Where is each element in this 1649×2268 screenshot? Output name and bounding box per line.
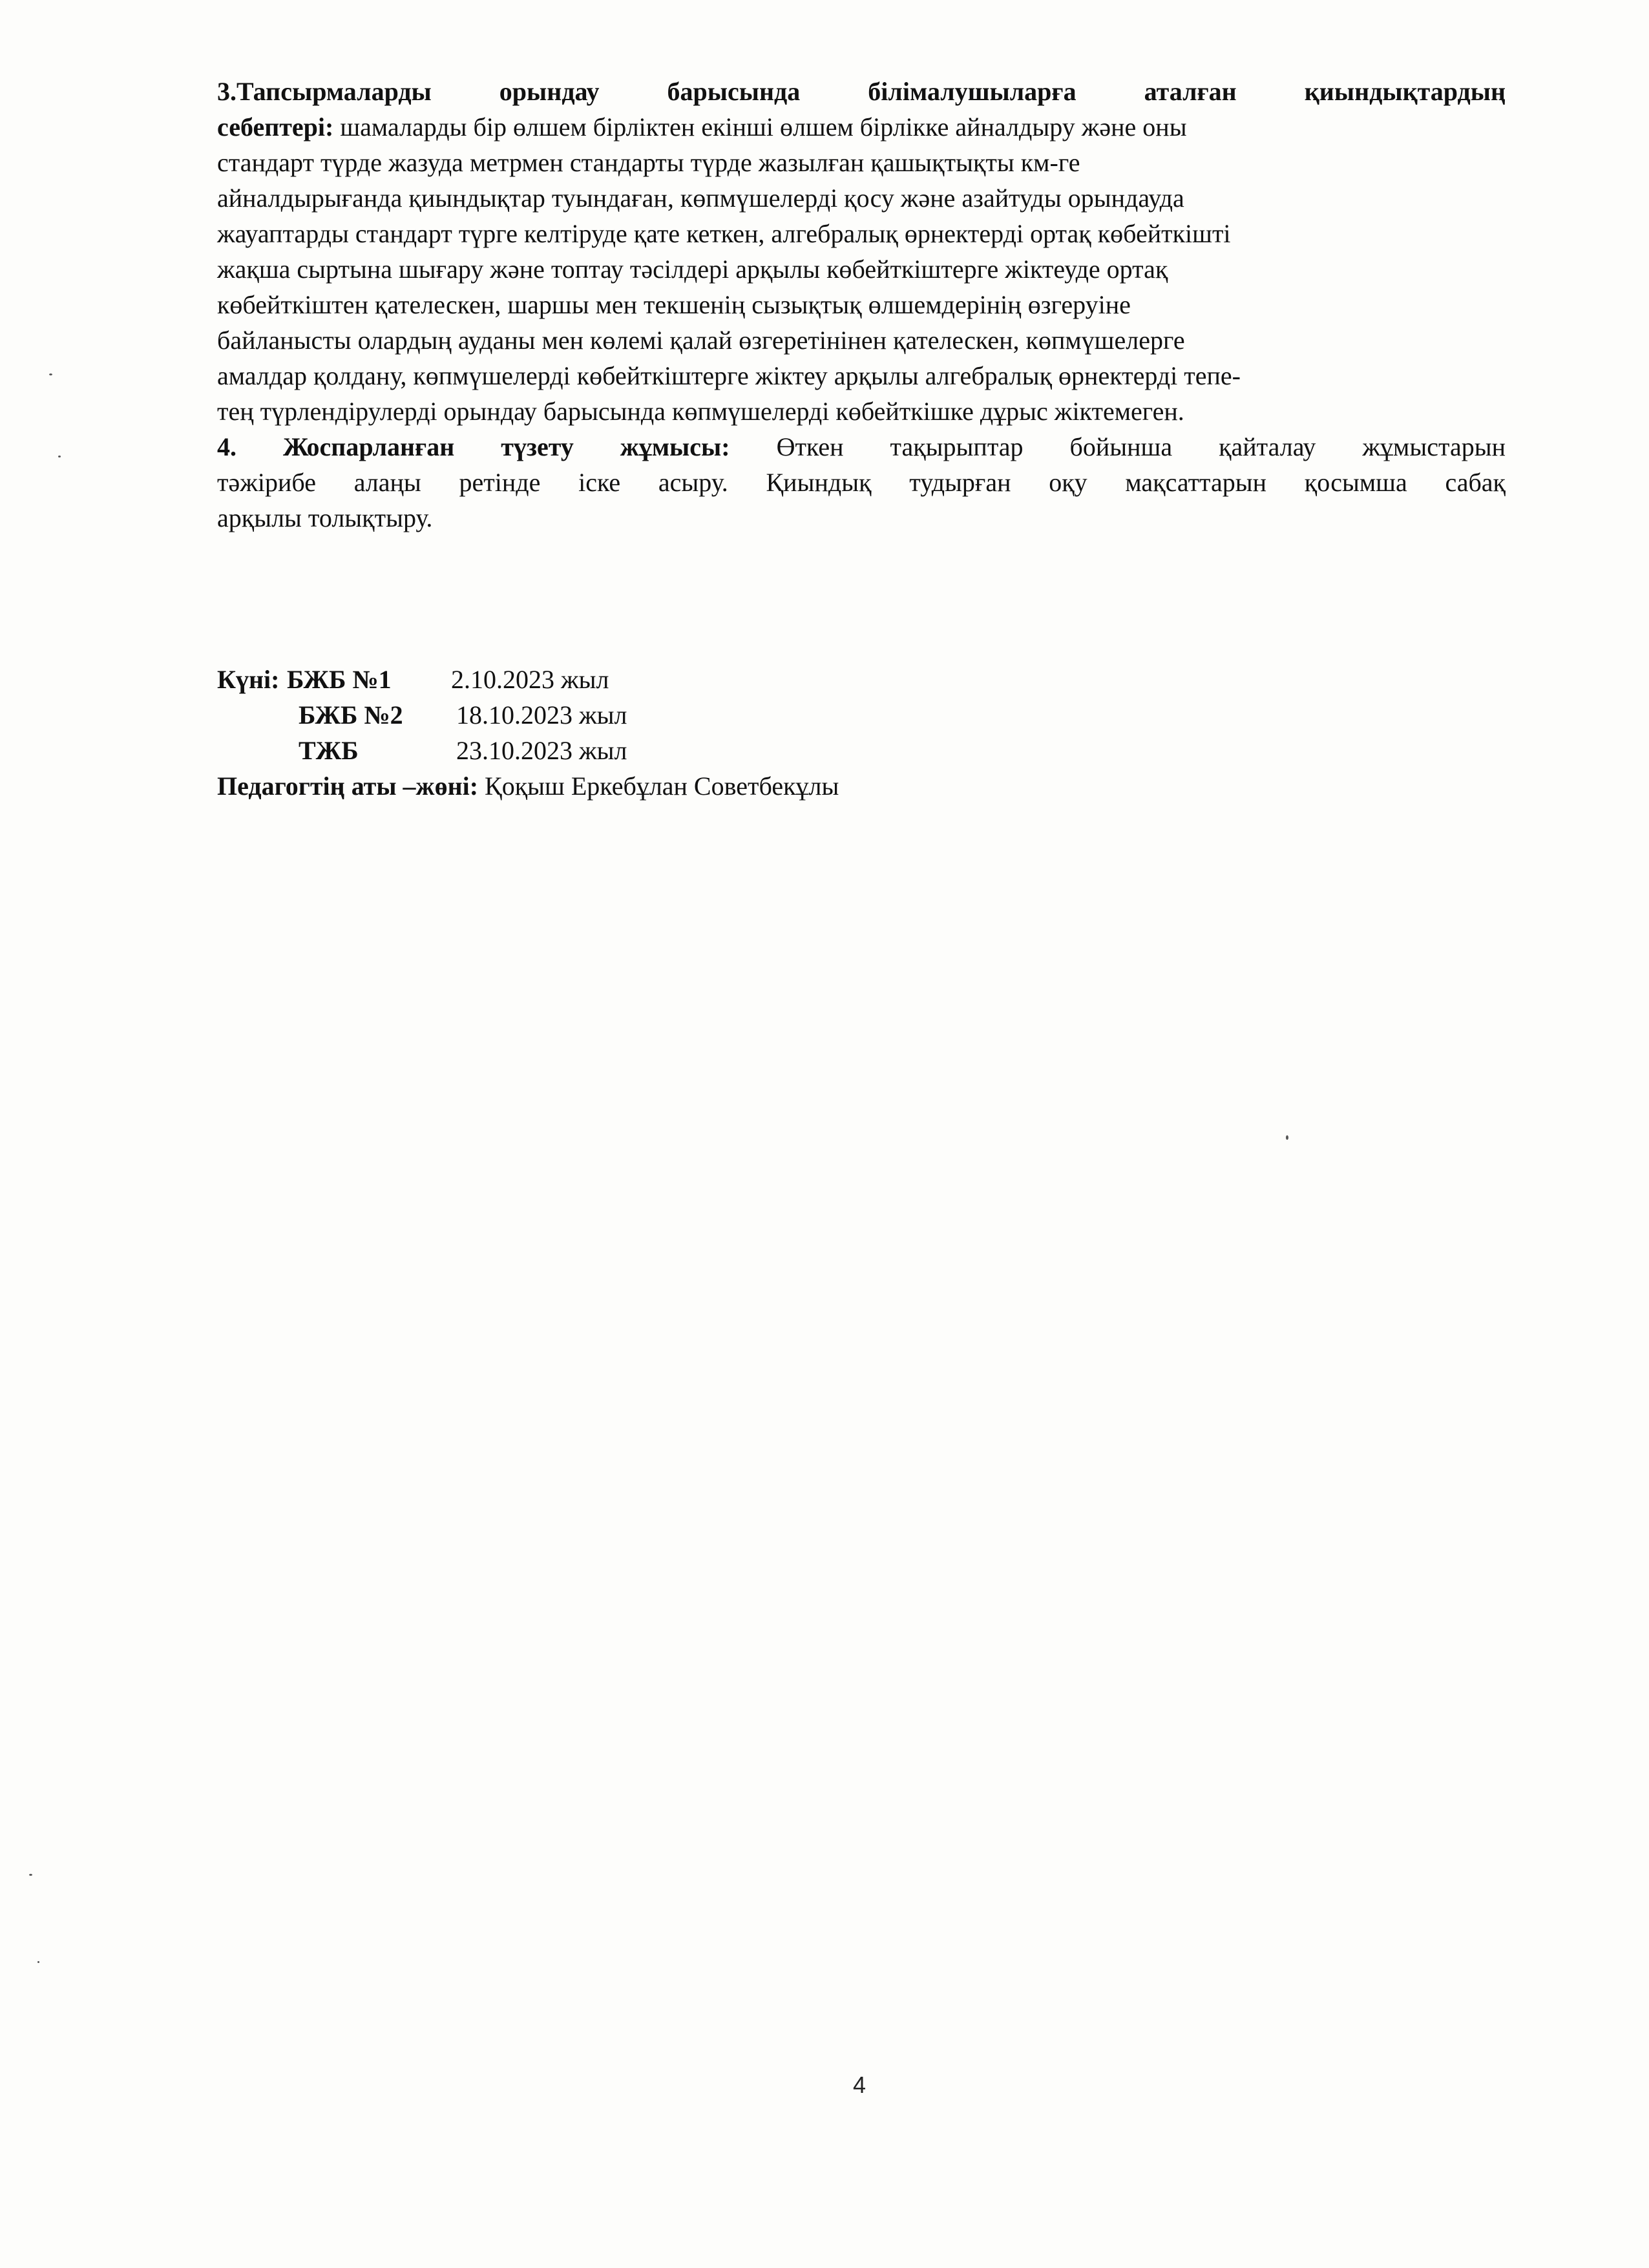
dates-row-3 [217,735,1506,766]
section3-line-3: айналдырығанда қиындықтар туындаған, көпмүшелерді қосу және азайтуды орындауда [217,184,1184,213]
section3-line-5: жақша сыртына шығару және топтау тәсілдері арқылы көбейткіштерге жіктеуде ортақ [217,255,1168,284]
dates-row-3-name: ТЖБ [299,736,359,765]
section4-heading: 4. Жоспарланған түзету жұмысы: [217,432,730,461]
section4-line-1-text: Өткен тақырыптар бойынша қайталау жұмыстарын [730,432,1506,461]
dates-row-1-date: 2.10.2023 жыл [451,665,609,694]
section3-heading: 3.Тапсырмаларды орындау барысында білімалушыларға аталған қиындықтардың [217,77,1506,106]
dates-row-2 [217,700,1506,731]
section3-heading-line [217,76,1506,107]
section3-line-1-text: шамаларды бір өлшем бірліктен екінші өлшем бірлікке айналдыру және оны [333,112,1187,142]
section4-line-3: арқылы толықтыру. [217,503,433,532]
teacher-line [217,771,1506,802]
dates-row-1-name: БЖБ №1 [287,665,392,694]
scan-speck [1286,1135,1288,1140]
section3-line-7: байланысты олардың ауданы мен көлемі қалай өзгеретінінен қателескен, көпмүшелерге [217,326,1185,355]
dates-row-3-date: 23.10.2023 жыл [456,736,627,765]
dates-row-2-date: 18.10.2023 жыл [456,700,627,730]
scan-speck [58,456,61,457]
dates-row-2-name: БЖБ №2 [299,700,403,730]
section3-line-6: көбейткіштен қателескен, шаршы мен текшенің сызықтық өлшемдерінің өзгеруіне [217,290,1131,319]
section3-heading-cont: себептері: [217,112,334,142]
scan-speck [37,1961,39,1963]
section4-line-1 [217,432,1506,463]
dates-label: Күні: [217,665,280,694]
dates-row-1 [217,664,1506,695]
section3-line-4: жауаптарды стандарт түрге келтіруде қате кеткен, алгебралық өрнектерді ортақ көбейткішті [217,219,1231,248]
section4-line-2: тәжірибе алаңы ретінде іске асыру. Қиындық тудырған оқу мақсаттарын қосымша сабақ [217,468,1506,497]
section3-line-8: амалдар қолдану, көпмүшелерді көбейткіштерге жіктеу арқылы алгебралық өрнектерді тепе- [217,361,1241,390]
scan-speck [29,1874,32,1876]
section3-line-2: стандарт түрде жазуда метрмен стандарты түрде жазылған қашықтықты км-ге [217,148,1080,177]
section3-line-1 [217,112,1506,143]
teacher-label: Педагогтің аты –жөні: [217,772,479,801]
scan-speck [49,373,52,375]
section3-line-9: тең түрлендірулерді орындау барысында көпмүшелерді көбейткішке дұрыс жіктемеген. [217,397,1184,426]
page-number: 4 [852,2072,867,2098]
teacher-name: Қоқыш Еркебұлан Советбекұлы [478,772,839,801]
